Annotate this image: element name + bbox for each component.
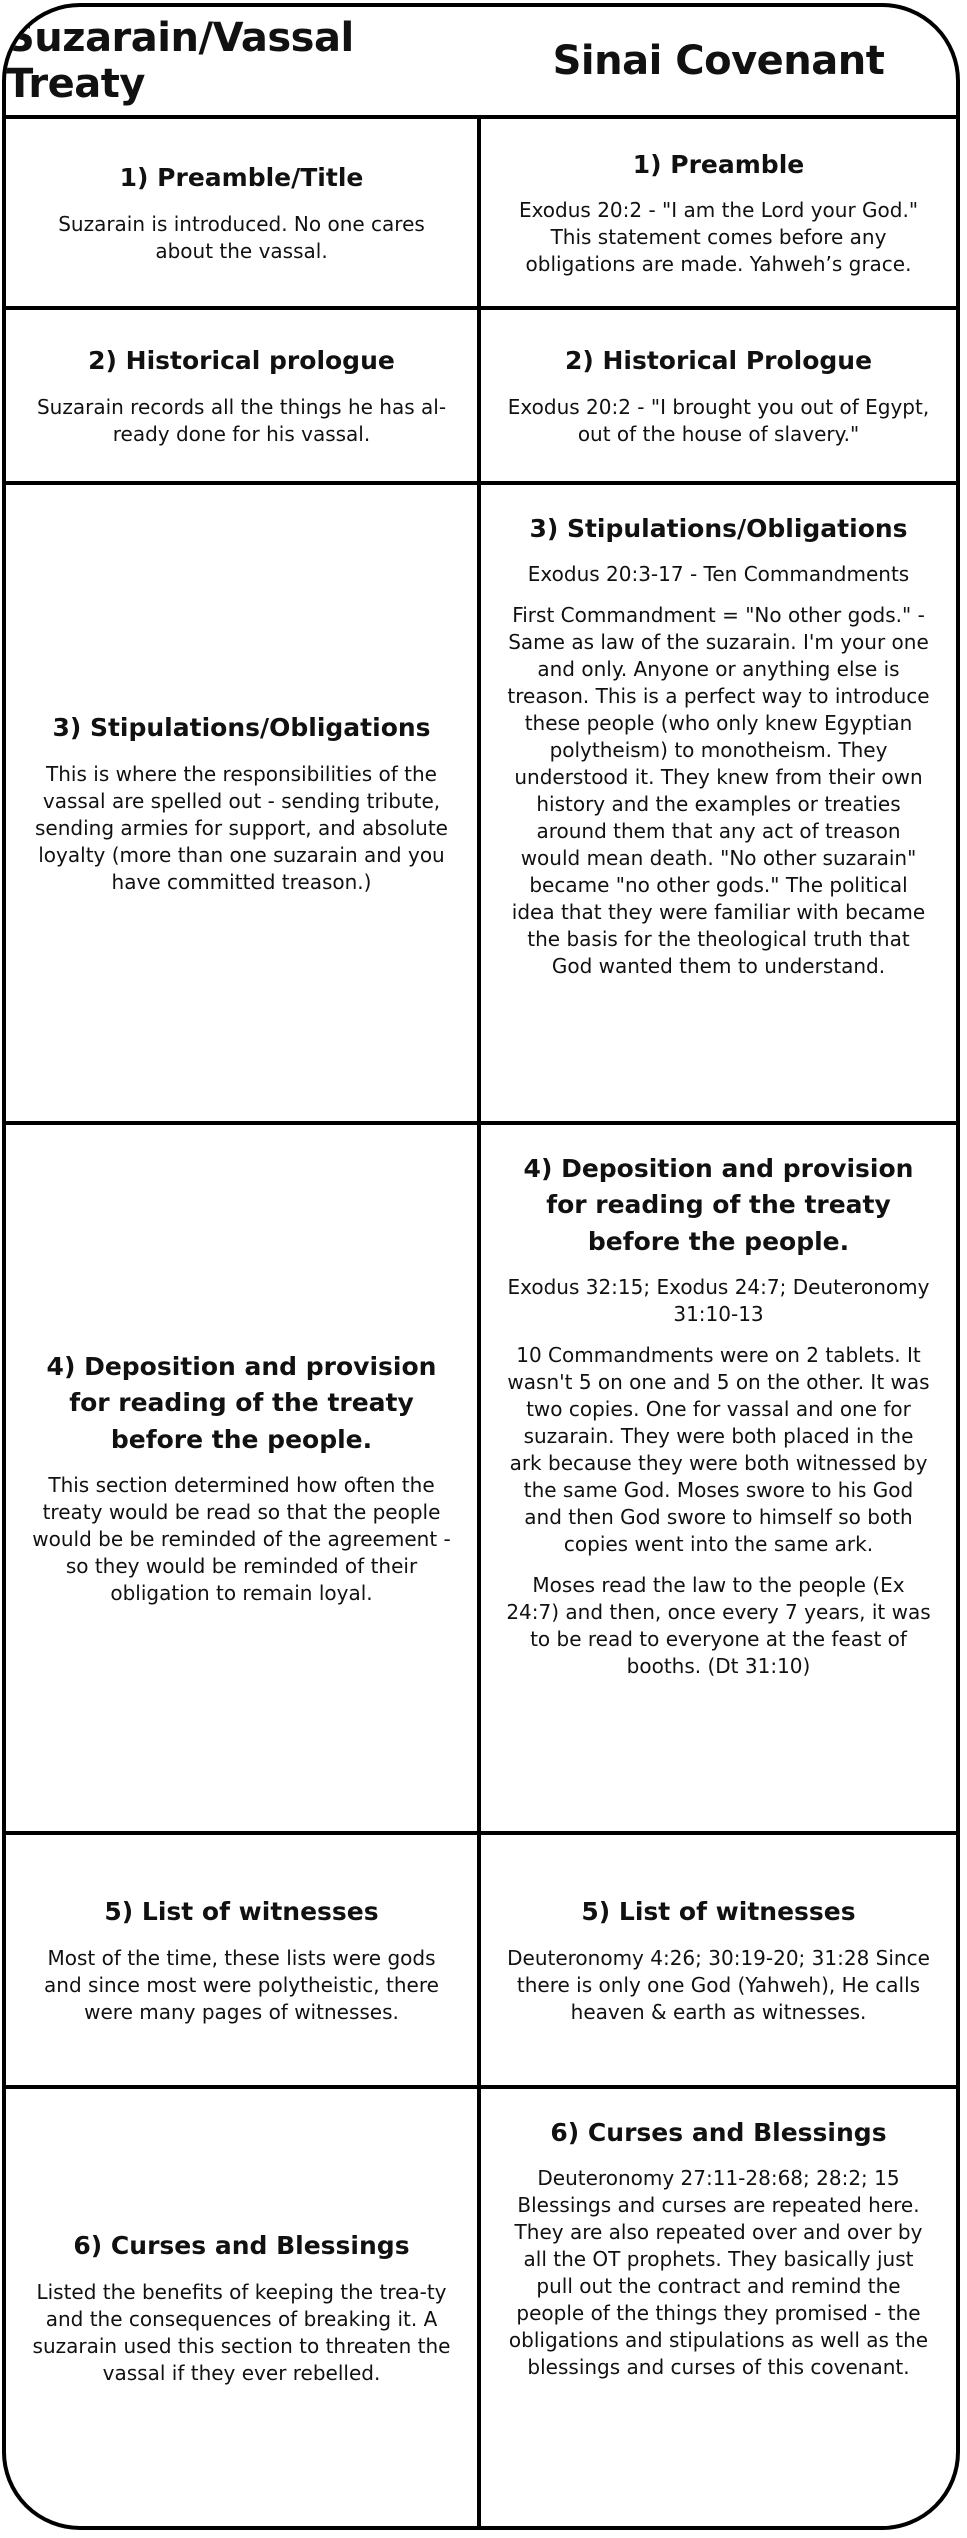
treaty-cell-deposition [6, 1125, 481, 1831]
section-text: Deuteronomy 27:11-28:68; 28:2; 15 Blessings and curses are repeated here. They are also repeated over and over by all the OT prophets. They basically just pull out the contract and remind the people of the things they promised - the obligations and stipulations as well as the blessings and curses of this covenant. [508, 2166, 929, 2380]
section-title: 6) Curses and Blessings [550, 2118, 887, 2147]
section-text: Deuteronomy 4:26; 30:19-20; 31:28 Since there is only one God (Yahweh), He calls heaven & earth as witnesses. [507, 1945, 930, 2024]
comparison-chart [2, 3, 960, 2530]
section-title: 6) Curses and Blessings [73, 2231, 410, 2261]
row-historical-prologue [6, 310, 956, 485]
section-text: This is where the responsibilities of the vassal are spelled out - sending tribute, sending armies for support, and absolute loyalty (more than one suzarain and you have committed treason.) [35, 761, 448, 894]
scripture-reference: Exodus 32:15; Exodus 24:7; Deuteronomy 31:10-13 [507, 1274, 930, 1326]
section-title: 5) List of witnesses [581, 1897, 856, 1927]
treaty-cell-historical-prologue [6, 310, 481, 481]
section-title: 1) Preamble [632, 149, 805, 179]
section-title: 2) Historical prologue [88, 346, 395, 376]
covenant-cell-stipulations [481, 485, 956, 1121]
section-title: 2) Historical Prologue [564, 346, 873, 376]
header-sinai-covenant: Sinai Covenant [552, 38, 885, 84]
covenant-cell-curses-blessings [481, 2089, 956, 2526]
row-preamble [6, 119, 956, 310]
section-text: First Commandment = "No other gods." - Same as law of the suzarain. I'm your one and only. Anyone or anything else is treason. This is a perfect way to introduce these people (who only knew Egyptian polytheism) to monotheism. They understood it. They knew from their own history and the examples or treaties around them that any act of treason would mean death. "No other suzarain" became "no other gods." The political idea that they were familiar with became the basis for the theological truth that God wanted them to understand. [507, 603, 930, 979]
section-title: 1) Preamble/Title [119, 163, 364, 193]
section-title: 4) Deposition and provision for reading of the treaty before the people. [46, 1352, 437, 1454]
section-title: 4) Deposition and provision for reading of the treaty before the people. [523, 1154, 914, 1256]
covenant-cell-preamble [481, 119, 956, 306]
covenant-cell-historical-prologue [481, 310, 956, 481]
treaty-cell-witnesses [6, 1835, 481, 2085]
section-title: 3) Stipulations/Obligations [529, 514, 908, 543]
treaty-cell-curses-blessings [6, 2089, 481, 2526]
section-text: Exodus 20:2 - "I am the Lord your God." This statement comes before any obligations are made. Yahweh’s grace. [518, 198, 919, 277]
row-deposition [6, 1125, 956, 1835]
section-text: Moses read the law to the people (Ex 24:7) and then, once every 7 years, it was to be read to everyone at the feast of booths. (Dt 31:10) [506, 1572, 931, 1678]
section-text: Exodus 20:2 - "I brought you out of Egypt, out of the house of slavery." [507, 394, 930, 446]
scripture-reference: Exodus 20:3-17 - Ten Commandments [527, 562, 910, 587]
treaty-cell-preamble [6, 119, 481, 306]
section-text: Suzarain records all the things he has al-ready done for his vassal. [36, 394, 447, 446]
section-text: Most of the time, these lists were gods and since most were polytheistic, there were many pages of witnesses. [44, 1945, 439, 2024]
row-curses-blessings [6, 2089, 956, 2526]
section-text: Listed the benefits of keeping the trea-ty and the consequences of breaking it. A suzarain used this section to threaten the vassal if they ever rebelled. [32, 2279, 451, 2385]
section-text: Suzarain is introduced. No one cares about the vassal. [58, 211, 425, 263]
header-row [6, 7, 956, 119]
header-suzarain-vassal-treaty: Suzarain/Vassal Treaty [6, 15, 354, 107]
treaty-cell-stipulations [6, 485, 481, 1121]
section-text: This section determined how often the treaty would be read so that the people would be be reminded of the agreement - so they would be reminded of their obligation to remain loyal. [32, 1472, 451, 1605]
covenant-cell-witnesses [481, 1835, 956, 2085]
section-title: 5) List of witnesses [104, 1897, 379, 1927]
covenant-cell-deposition [481, 1125, 956, 1831]
row-stipulations [6, 485, 956, 1125]
section-title: 3) Stipulations/Obligations [52, 713, 431, 743]
row-witnesses [6, 1835, 956, 2089]
section-text: 10 Commandments were on 2 tablets. It wasn't 5 on one and 5 on the other. It was two copies. One for vassal and one for suzarain. They were both placed in the ark because they were both witnessed by the same God. Moses swore to his God and then God swore to himself so both copies went into the same ark. [507, 1342, 930, 1556]
